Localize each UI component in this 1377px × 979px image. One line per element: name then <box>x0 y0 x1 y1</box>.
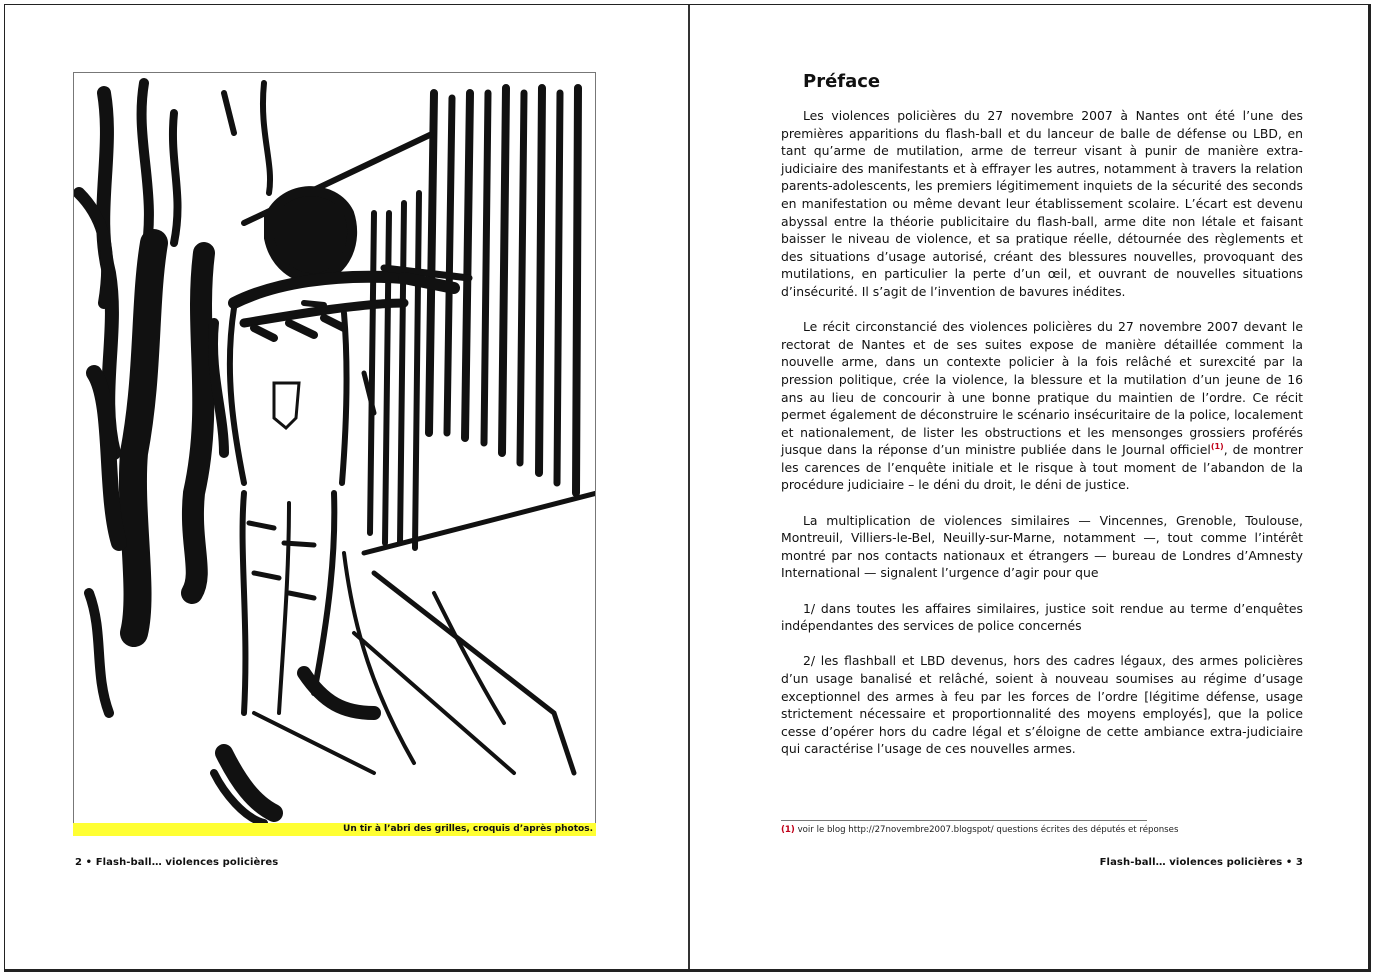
paragraph-4: 1/ dans toutes les affaires similaires, justice soit rendue au terme d’enquêtes indépendantes des services de police concernés <box>781 600 1303 634</box>
page-folio-right: Flash-ball… violences policières • 3 <box>1099 857 1303 868</box>
paragraph-2-continuation: , de montrer les carences de l’enquête initiale et le risque à tout moment de l’abandon de la procédure judiciaire – le déni du droit, le déni de justice. <box>781 442 1303 493</box>
footnote-divider <box>781 820 1147 821</box>
paragraph-2 <box>781 318 1303 494</box>
illustration-caption: Un tir à l’abri des grilles, croquis d’après photos. <box>73 823 596 836</box>
paragraph-3: La multiplication de violences similaires — Vincennes, Grenoble, Toulouse, Montreuil, Villiers-le-Bel, Neuilly-sur-Marne, notamment —, tout comme l’intérêt montré par nos contacts nationaux et étrangers — bureau de Londres d’Amnesty International — signalent l’urgence d’agir pour que <box>781 512 1303 581</box>
page-title: Préface <box>803 71 881 92</box>
footnote-reference[interactable]: (1) <box>1210 442 1224 452</box>
paragraph-5: 2/ les flashball et LBD devenus, hors des cadres légaux, des armes policières d’un usage banalisé et relâché, soient à nouveau soumises au régime d’usage exceptionnel des armes à feu par les forces de l’ordre [légitime défense, usage strictement nécessaire et proportionnalité des moyens employés], que la police cesse d’opérer hors du cadre légal et s’éloigne de cette ambiance extra-judiciaire qui caractérise l’usage de ces nouvelles armes. <box>781 653 1303 757</box>
footnote <box>781 825 1178 835</box>
footnote-text: voir le blog http://27novembre2007.blogspot/ questions écrites des députés et réponses <box>797 825 1179 835</box>
page-folio-left: 2 • Flash-ball… violences policières <box>75 857 279 868</box>
book-spread <box>4 4 1371 972</box>
footnote-number: (1) <box>781 825 795 835</box>
ink-sketch-image <box>74 73 596 827</box>
left-page <box>5 5 688 969</box>
illustration-sketch <box>73 72 596 827</box>
right-page <box>690 5 1369 969</box>
preface-body <box>781 107 1303 776</box>
paragraph-1: Les violences policières du 27 novembre 2007 à Nantes ont été l’une des premières apparitions du flash-ball et du lanceur de balle de défense ou LBD, en tant qu’arme de mutilation, arme de terreur visant à punir de manière extra-judiciaire des manifestants et à effrayer les autres, notamment à travers la relation parents-adolescents, les premiers légitimement inquiets de la sécurité des seconds en manifestation ou même devant leur établissement scolaire. L’écart est devenu abyssal entre la théorie publicitaire du flash-ball, arme dite non létale et faisant baisser le niveau de violence, et sa pratique réelle, détournée des règlements et des situations d’usage autorisé, créant des blessures nouvelles, provoquant des mutilations, en particulier la perte d’un œil, et ouvrant de nouvelles situations d’insécurité. Il s’agit de l’invention de bavures inédites. <box>781 108 1303 299</box>
paragraph-2-text: Le récit circonstancié des violences policières du 27 novembre 2007 devant le rectorat de Nantes et de ses suites expose de manière détaillée comment la nouvelle arme, dans un contexte policier à la fois relâché et surexcité par la pression politique, crée la violence, la blessure et la mutilation d’un jeune de 16 ans au lieu de concourir à une bonne pratique du maintien de l’ordre. Ce récit permet également de déconstruire le scénario insécuritaire de la police, localement et nationalement, de lister les obstructions et les mensonges grossiers proférés jusque dans la réponse d’un ministre publiée dans le Journal officiel <box>781 319 1303 458</box>
